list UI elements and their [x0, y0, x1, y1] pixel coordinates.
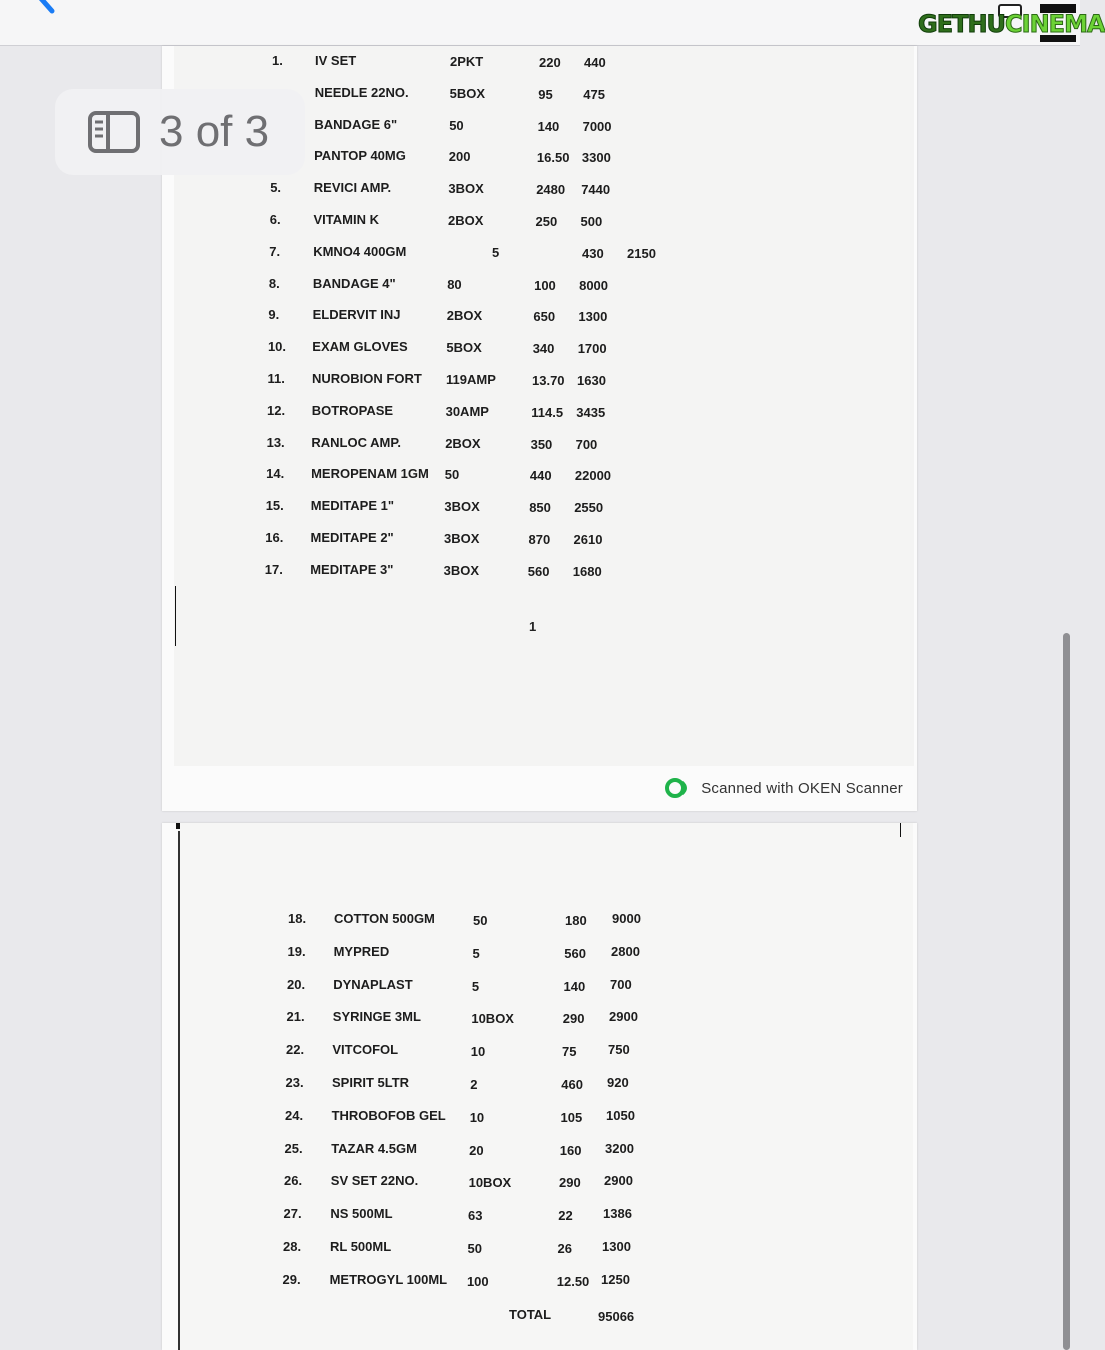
item-rate: 460 [561, 1077, 583, 1092]
item-quantity: 100 [466, 1273, 489, 1289]
scanner-logo-icon [665, 778, 691, 798]
table-row [162, 562, 917, 582]
item-quantity: 200 [448, 149, 471, 165]
item-rate: 2480 [536, 182, 566, 198]
item-amount: 475 [583, 86, 605, 102]
row-number: 15. [265, 498, 284, 514]
item-quantity: 10 [469, 1109, 485, 1125]
item-rate: 560 [527, 563, 550, 579]
item-name: NUROBION FORT [312, 371, 422, 386]
item-amount: 2900 [609, 1009, 638, 1025]
top-bar [0, 0, 1105, 46]
item-rate: 560 [564, 945, 586, 961]
page-counter[interactable] [55, 89, 305, 175]
item-name: SYRINGE 3ML [332, 1009, 421, 1025]
page-counter-label: 3 of 3 [159, 107, 270, 156]
row-number: 23. [285, 1075, 304, 1090]
table-row [162, 371, 917, 391]
item-amount: 2150 [627, 245, 656, 261]
item-amount: 2550 [574, 500, 604, 516]
table-row [162, 339, 917, 359]
item-name: THROBOFOB GEL [331, 1107, 446, 1123]
item-name: VITCOFOL [332, 1042, 399, 1058]
table-row [162, 1141, 917, 1161]
item-rate: 180 [565, 913, 587, 928]
item-name: RANLOC AMP. [311, 434, 401, 450]
scanner-watermark [665, 776, 903, 800]
row-number: 18. [288, 911, 307, 926]
logo-text-part2: CINEMA [1005, 10, 1105, 38]
item-name: BANDAGE 6" [314, 116, 398, 132]
item-rate: 290 [559, 1175, 581, 1191]
item-quantity: 3BOX [444, 499, 480, 515]
sidebar-toggle-icon[interactable] [88, 111, 140, 153]
item-quantity: 5BOX [449, 85, 485, 101]
item-amount: 7440 [581, 182, 611, 198]
item-amount: 3435 [576, 404, 606, 420]
item-amount: 920 [607, 1075, 629, 1090]
row-number: 27. [283, 1206, 302, 1222]
item-name: NS 500ML [330, 1206, 393, 1222]
item-name: MEDITAPE 1" [310, 498, 395, 514]
table-row [162, 1206, 917, 1226]
row-number: 22. [286, 1042, 305, 1058]
item-rate: 440 [529, 468, 552, 484]
item-name: IV SET [315, 53, 357, 68]
item-rate: 22 [558, 1208, 573, 1224]
table-row [162, 1173, 917, 1193]
item-amount: 2800 [611, 943, 640, 959]
row-number: 5. [270, 180, 282, 196]
item-rate: 75 [562, 1044, 577, 1060]
table-row [162, 498, 917, 518]
item-amount: 3200 [605, 1140, 634, 1156]
item-rate: 95 [538, 86, 553, 102]
item-quantity: 2 [470, 1077, 478, 1092]
back-chevron-icon[interactable] [22, 0, 66, 16]
row-number: 24. [285, 1107, 304, 1123]
row-number: 1. [272, 53, 283, 68]
item-name: BANDAGE 4" [312, 275, 396, 291]
item-quantity: 3BOX [448, 181, 484, 197]
item-quantity: 50 [444, 467, 460, 483]
item-amount: 1300 [602, 1239, 631, 1254]
item-rate: 140 [563, 978, 586, 994]
item-quantity: 5 [472, 945, 480, 961]
table-row [162, 212, 917, 232]
table-row [162, 307, 917, 327]
row-number: 13. [266, 434, 285, 450]
item-amount: 700 [610, 976, 632, 992]
table-row [162, 1108, 917, 1128]
item-rate: 140 [537, 118, 560, 134]
item-name: PANTOP 40MG [314, 148, 406, 164]
item-name: MYPRED [333, 943, 390, 959]
item-quantity: 2BOX [448, 213, 484, 228]
item-name: KMNO4 400GM [313, 243, 407, 259]
table-row [162, 911, 917, 931]
item-rate: 850 [529, 500, 551, 516]
row-number: 26. [284, 1173, 303, 1189]
watermark-logo [918, 4, 1105, 42]
table-row [162, 1075, 917, 1095]
item-name: COTTON 500GM [334, 911, 435, 926]
item-quantity: 10BOX [468, 1175, 512, 1191]
total-label: TOTAL [509, 1307, 552, 1322]
item-rate: 290 [562, 1011, 585, 1027]
item-quantity: 63 [468, 1208, 483, 1224]
row-number: 19. [287, 943, 306, 959]
row-number: 16. [265, 530, 284, 545]
row-number: 20. [287, 976, 306, 992]
item-amount: 750 [608, 1042, 630, 1058]
item-quantity: 3BOX [443, 562, 479, 578]
item-rate: 650 [533, 309, 556, 325]
item-name: DYNAPLAST [333, 976, 413, 992]
item-quantity: 5 [492, 244, 500, 260]
logo-text-part1: GETHU [918, 10, 1006, 38]
row-number: 11. [267, 371, 285, 386]
item-rate: 350 [530, 436, 553, 452]
table-row [162, 944, 917, 964]
item-rate: 870 [528, 532, 551, 547]
item-quantity: 2PKT [450, 54, 484, 69]
item-rate: 250 [535, 214, 558, 229]
item-quantity: 50 [449, 117, 464, 133]
item-quantity: 2BOX [445, 435, 481, 451]
item-amount: 2610 [573, 532, 603, 547]
total-value: 95066 [598, 1309, 635, 1324]
item-name: BOTROPASE [311, 402, 394, 418]
item-name: REVICI AMP. [313, 180, 392, 196]
item-amount: 3300 [581, 150, 611, 166]
row-number: 10. [267, 339, 287, 355]
table-row [162, 53, 917, 73]
row-number: 21. [286, 1009, 305, 1025]
table-row [162, 403, 917, 423]
item-amount: 700 [575, 436, 598, 452]
item-rate: 114.5 [531, 404, 564, 420]
item-amount: 22000 [574, 468, 612, 484]
item-amount: 1050 [606, 1107, 635, 1123]
table-row [162, 1272, 917, 1292]
table-row [162, 244, 917, 264]
item-name: EXAM GLOVES [312, 339, 408, 355]
item-quantity: 2BOX [446, 308, 483, 324]
table-row [162, 1239, 917, 1259]
item-quantity: 5 [471, 978, 480, 994]
item-quantity: 80 [447, 276, 462, 292]
item-quantity: 20 [469, 1142, 484, 1158]
item-quantity: 10BOX [471, 1011, 514, 1027]
item-amount: 1300 [578, 309, 608, 325]
item-name: MEROPENAM 1GM [311, 466, 429, 482]
item-name: MEDITAPE 3" [310, 561, 394, 577]
item-amount: 1386 [603, 1206, 632, 1222]
item-rate: 100 [534, 277, 556, 293]
item-rate: 16.50 [536, 150, 570, 166]
item-rate: 26 [557, 1241, 572, 1256]
item-rate: 13.70 [532, 373, 565, 388]
item-rate: 12.50 [556, 1273, 590, 1289]
item-rate: 340 [532, 341, 555, 357]
item-quantity: 50 [467, 1241, 482, 1256]
table-row [162, 435, 917, 455]
row-number: 14. [266, 466, 285, 482]
item-amount: 1680 [572, 563, 602, 579]
table-row [162, 530, 917, 550]
item-rate: 430 [582, 245, 604, 261]
row-number: 17. [264, 561, 283, 577]
document-page-2 [162, 823, 917, 1350]
page-number: 1 [529, 619, 537, 634]
table-row [162, 180, 917, 200]
item-name: SV SET 22NO. [330, 1173, 419, 1189]
item-quantity: 50 [473, 913, 488, 928]
item-name: SPIRIT 5LTR [332, 1075, 410, 1090]
row-number: 29. [282, 1271, 301, 1287]
item-amount: 1250 [601, 1271, 630, 1287]
item-amount: 8000 [579, 277, 609, 293]
scrollbar[interactable] [1063, 633, 1070, 1350]
item-name: NEEDLE 22NO. [314, 84, 409, 100]
item-amount: 2900 [604, 1173, 633, 1189]
item-rate: 220 [539, 55, 561, 70]
table-row [162, 276, 917, 296]
item-amount: 440 [584, 55, 606, 70]
item-amount: 500 [580, 214, 603, 229]
item-name: ELDERVIT INJ [312, 307, 401, 323]
item-quantity: 119AMP [446, 372, 496, 387]
item-quantity: 30AMP [445, 403, 489, 419]
item-amount: 1700 [577, 341, 607, 357]
item-amount: 9000 [612, 911, 641, 926]
row-number: 8. [268, 275, 280, 291]
item-name: TAZAR 4.5GM [331, 1140, 417, 1156]
row-number: 28. [283, 1239, 302, 1254]
table-row [162, 1009, 917, 1029]
row-number: 9. [268, 307, 280, 323]
total-row [509, 1307, 609, 1327]
table-row [162, 1042, 917, 1062]
item-amount: 1630 [577, 373, 606, 388]
row-number: 25. [284, 1140, 303, 1156]
item-amount: 7000 [582, 118, 612, 134]
item-name: RL 500ML [330, 1239, 392, 1254]
row-number: 12. [267, 402, 286, 418]
row-number: 6. [269, 212, 281, 227]
table-row [162, 466, 917, 486]
item-rate: 105 [560, 1109, 583, 1125]
item-name: METROGYL 100ML [329, 1271, 448, 1287]
item-name: VITAMIN K [313, 212, 379, 227]
item-quantity: 10 [470, 1044, 486, 1060]
item-rate: 160 [559, 1142, 582, 1158]
item-quantity: 5BOX [446, 340, 482, 356]
scanner-label: Scanned with OKEN Scanner [701, 779, 903, 797]
item-quantity: 3BOX [444, 531, 480, 546]
item-name: MEDITAPE 2" [310, 530, 394, 545]
table-row [162, 977, 917, 997]
row-number: 7. [269, 243, 281, 259]
